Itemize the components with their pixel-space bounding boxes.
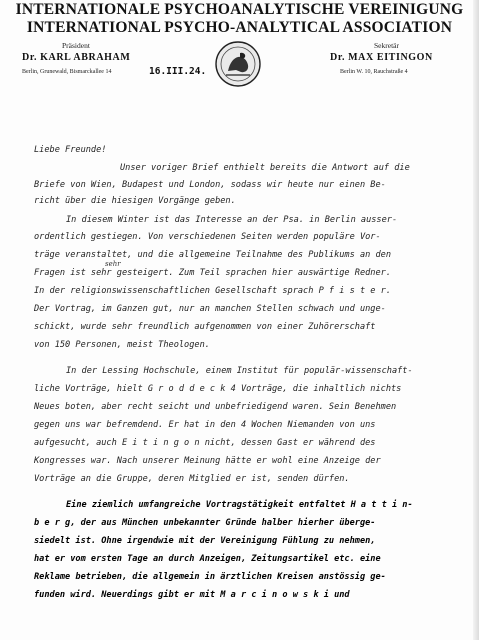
body-line: ordentlich gestiegen. Von verschiedenen Seiten werden populäre Vor- bbox=[34, 232, 381, 242]
body-line: Kongresses war. Nach unserer Meinung hätte er wohl eine Anzeige der bbox=[34, 456, 381, 466]
body-line: b e r g, der aus München unbekannter Gründe halber hierher überge- bbox=[34, 518, 376, 528]
body-line: schickt, wurde sehr freundlich aufgenommen von einer Zuhörerschaft bbox=[34, 322, 376, 332]
president-role: Präsident bbox=[62, 41, 90, 50]
body-line: Fragen ist sehr gesteigert. Zum Teil sprachen hier auswärtige Redner. bbox=[34, 268, 391, 278]
body-line: Eine ziemlich umfangreiche Vortragstätigkeit entfaltet H a t t i n- bbox=[66, 500, 413, 510]
body-line: Neues boten, aber recht seicht und unbefriedigend waren. Sein Benehmen bbox=[34, 402, 397, 412]
body-line: funden wird. Neuerdings gibt er mit M a r c i n o w s k i und bbox=[34, 590, 350, 600]
body-line: aufgesucht, auch E i t i n g o n nicht, dessen Gast er während des bbox=[34, 438, 376, 448]
president-address: Berlin, Grunewald, Bismarckallee 14 bbox=[22, 69, 112, 75]
body-line: Der Vortrag, im Ganzen gut, nur an manchen Stellen schwach und unge- bbox=[34, 304, 386, 314]
body-line: Briefe von Wien, Budapest und London, sodass wir heute nur einen Be- bbox=[34, 180, 386, 190]
body-line: träge veranstaltet, und die allgemeine Teilnahme des Publikums an den bbox=[34, 250, 391, 260]
body-line: In diesem Winter ist das Interesse an der Psa. in Berlin ausser- bbox=[66, 215, 398, 225]
body-line: In der Lessing Hochschule, einem Institut für populär-wissenschaft- bbox=[66, 366, 413, 376]
body-line: gegen uns war befremdend. Er hat in den 4 Wochen Niemanden von uns bbox=[34, 420, 376, 430]
salutation: Liebe Freunde! bbox=[34, 145, 107, 155]
body-line: Reklame betrieben, die allgemein in ärztlichen Kreisen anstössig ge- bbox=[34, 572, 386, 582]
letterhead-german: INTERNATIONALE PSYCHOANALYTISCHE VEREINIGUNG bbox=[15, 1, 464, 18]
president-name: Dr. KARL ABRAHAM bbox=[22, 52, 131, 63]
body-line: hat er vom ersten Tage an durch Anzeigen, Zeitungsartikel etc. eine bbox=[34, 554, 381, 564]
body-line: richt über die hiesigen Vorgänge geben. bbox=[34, 196, 236, 206]
secretary-role: Sekretär bbox=[374, 41, 399, 50]
letter-date: 16.III.24. bbox=[149, 66, 207, 77]
body-line: von 150 Personen, meist Theologen. bbox=[34, 340, 210, 350]
body-line: siedelt ist. Ohne irgendwie mit der Vereinigung Fühlung zu nehmen, bbox=[34, 536, 376, 546]
body-line: Vorträge an die Gruppe, deren Mitglied er ist, senden dürfen. bbox=[34, 474, 350, 484]
body-line: In der religionswissenschaftlichen Gesellschaft sprach P f i s t e r. bbox=[34, 286, 391, 296]
page-edge-shadow bbox=[473, 0, 479, 640]
secretary-name: Dr. MAX EITINGON bbox=[330, 52, 433, 63]
secretary-address: Berlin W. 10, Rauchstraße 4 bbox=[340, 69, 408, 75]
handwritten-correction: sehr bbox=[105, 260, 121, 268]
society-seal-icon bbox=[214, 40, 262, 88]
letterhead-english: INTERNATIONAL PSYCHO-ANALYTICAL ASSOCIATION bbox=[26, 19, 453, 36]
body-line: liche Vorträge, hielt G r o d d e c k 4 Vorträge, die inhaltlich nichts bbox=[34, 384, 402, 394]
body-line: Unser voriger Brief enthielt bereits die Antwort auf die bbox=[120, 163, 410, 173]
